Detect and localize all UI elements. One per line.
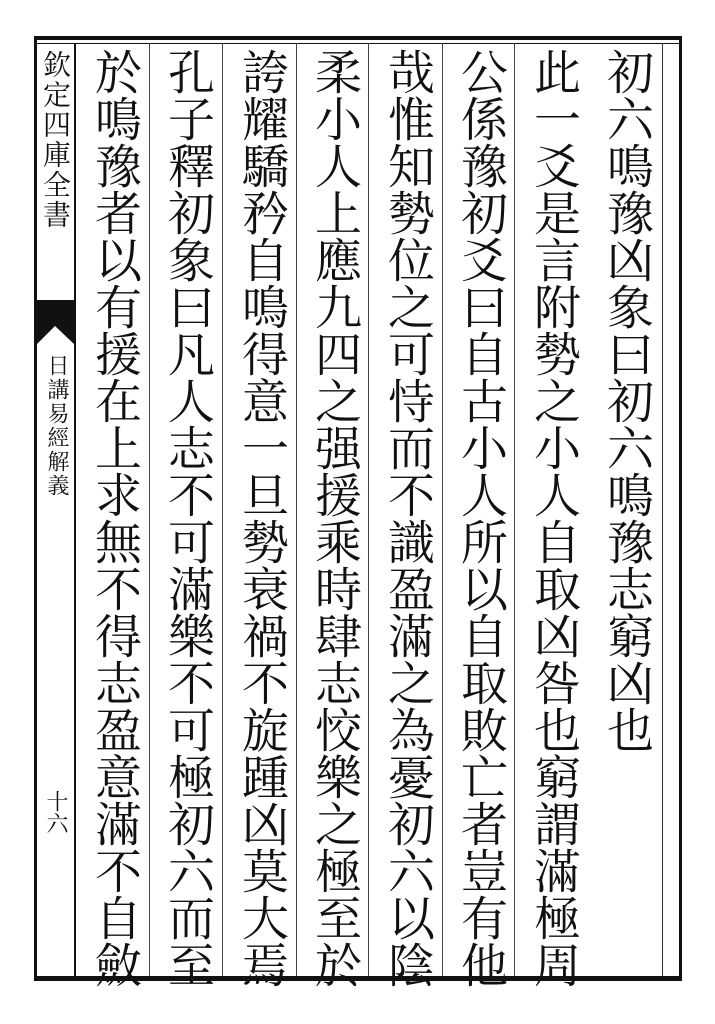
- text-column: 於鳴豫者以有援在上求無不得志盈意滿不自斂: [87, 48, 142, 988]
- frame-left-border: [34, 36, 37, 981]
- frame-right-border: [679, 36, 682, 981]
- column-rule: [149, 43, 150, 976]
- frame-top-border: [34, 36, 682, 40]
- text-column: 柔小人上應九四之强援乘時肆志恔樂之極至於: [307, 48, 362, 988]
- column-rule: [222, 43, 223, 976]
- page-number: 十六: [43, 790, 68, 834]
- frame-inner-right-border: [662, 43, 663, 976]
- fishtail-mark-icon: [37, 300, 74, 344]
- frame-top-inner-border: [34, 43, 682, 44]
- margin-divider: [74, 43, 76, 976]
- column-rule: [442, 43, 443, 976]
- text-column: 孔子釋初象曰凡人志不可滿樂不可極初六而至: [160, 48, 215, 988]
- book-title: 欽定四庫全書: [39, 50, 72, 230]
- text-column: 哉惟知勢位之可恃而不識盈滿之為憂初六以陰: [380, 48, 435, 988]
- text-column: 誇耀驕矜自鳴得意一旦勢衰禍不旋踵凶莫大焉: [234, 48, 289, 988]
- text-column: 公係豫初爻曰自古小人所以自取敗亡者豈有他: [453, 48, 508, 988]
- text-column: 此一爻是言附勢之小人自取凶咎也窮謂滿極周: [526, 48, 581, 988]
- column-rule: [296, 43, 297, 976]
- book-subtitle: 日講易經解義: [44, 354, 69, 498]
- text-column-heading: 初六鳴豫凶象曰初六鳴豫志窮凶也: [599, 48, 654, 753]
